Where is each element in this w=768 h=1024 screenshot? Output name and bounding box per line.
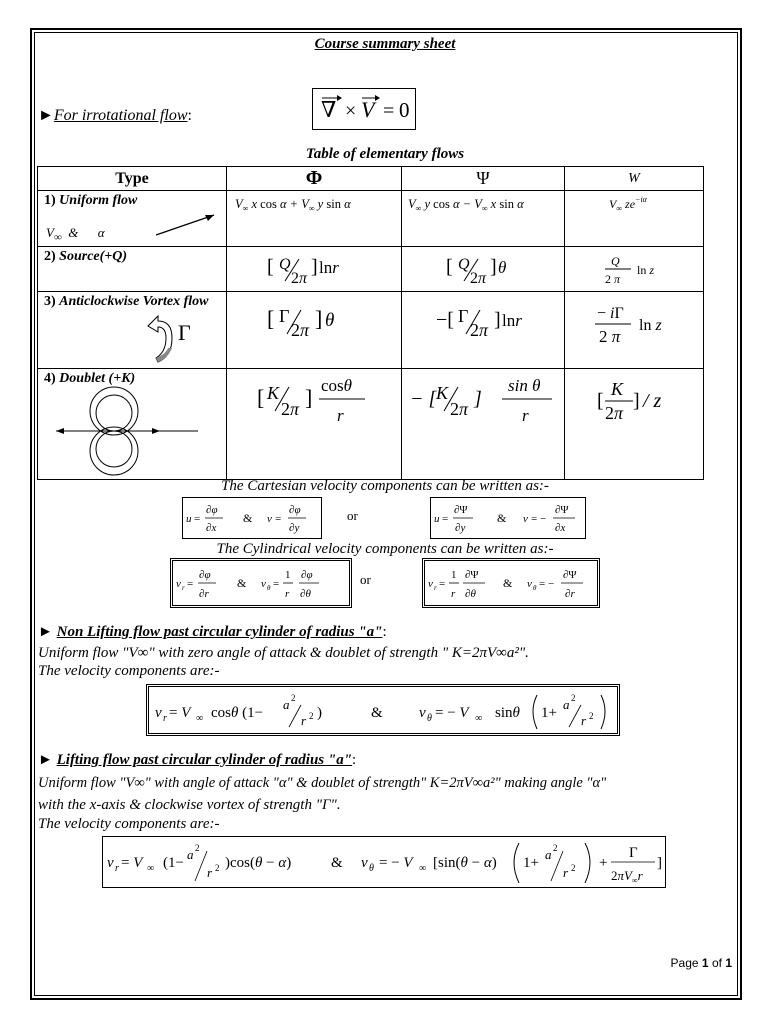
row-source-psi <box>402 247 565 292</box>
svg-text:r: r <box>115 863 119 874</box>
svg-text:)cos(θ − α): )cos(θ − α) <box>225 855 292 871</box>
svg-text:&: & <box>497 511 507 525</box>
svg-text:]: ] <box>305 385 313 410</box>
svg-text:&: & <box>331 855 343 871</box>
svg-text:/ z: / z <box>643 390 662 412</box>
nonlifting-line1: Uniform flow "V∞" with zero angle of attack & doublet of strength " K=2πV∞a²". <box>38 645 529 661</box>
svg-text:a: a <box>187 847 194 862</box>
svg-text:θ: θ <box>533 584 537 592</box>
svg-text:]: ] <box>474 388 482 410</box>
vortex-arrow-icon <box>138 312 218 368</box>
svg-text:1: 1 <box>285 569 291 581</box>
lifting-heading-line: ► Lifting flow past circular cylinder of radius "a": <box>38 752 357 768</box>
svg-text:a: a <box>563 697 570 712</box>
lifting-line3: The velocity components are:- <box>38 816 220 832</box>
svg-text:=: = <box>275 513 282 525</box>
svg-text:∂Ψ: ∂Ψ <box>454 504 468 516</box>
row-source-w <box>565 247 704 292</box>
svg-text:v: v <box>261 578 266 590</box>
svg-text:u: u <box>434 513 440 525</box>
svg-text:r: r <box>434 584 437 592</box>
svg-text:∂φ: ∂φ <box>199 569 211 581</box>
row-source-phi <box>227 247 402 292</box>
elementary-flows-table <box>37 166 704 480</box>
header-psi: Ψ <box>402 167 565 191</box>
row-doublet-type: 4) Doublet (+K) <box>38 369 227 480</box>
svg-text:cosθ: cosθ <box>321 376 353 395</box>
svg-text:+: + <box>599 855 608 871</box>
svg-text:×: × <box>345 100 357 122</box>
svg-text:= − V: = − V <box>379 855 413 871</box>
svg-text:2 π: 2 π <box>605 272 621 286</box>
svg-text:2: 2 <box>309 711 314 721</box>
table-row <box>38 292 704 369</box>
svg-text:2π: 2π <box>291 320 310 340</box>
curl-equation-box <box>312 88 416 130</box>
row-source-type: 2) Source(+Q) <box>38 247 227 292</box>
cartesian-text: The Cartesian velocity components can be written as:- <box>221 478 549 494</box>
svg-text:θ: θ <box>369 863 374 874</box>
svg-text:=: = <box>442 513 449 525</box>
svg-text:∂Ψ: ∂Ψ <box>465 569 479 581</box>
svg-text:r: r <box>163 713 167 724</box>
row-uniform-phi <box>227 191 402 247</box>
svg-text:sin θ: sin θ <box>508 376 541 395</box>
svg-text:= −: = − <box>539 578 555 590</box>
svg-text:K: K <box>436 383 449 403</box>
row-vortex-w <box>565 292 704 369</box>
svg-text:2πV∞r: $2\pi V_\infty r$ <box>611 868 643 885</box>
row-vortex-type: 3) Anticlockwise Vortex flow Γ <box>38 292 227 369</box>
irrotational-line: ►For irrotational flow: <box>38 107 192 124</box>
svg-text:r: r <box>451 588 456 600</box>
svg-text:a: a <box>283 697 290 712</box>
svg-text:v: v <box>176 578 181 590</box>
svg-text:v: v <box>361 855 368 871</box>
svg-text:∞: ∞ <box>475 713 483 724</box>
svg-text:2: 2 <box>195 843 200 853</box>
svg-text:K: K <box>267 383 280 403</box>
svg-text:a: a <box>545 847 552 862</box>
lifting-equation-box <box>102 836 666 888</box>
svg-text:]: ] <box>315 306 323 331</box>
svg-text:u: u <box>186 513 192 525</box>
svg-text:r: r <box>182 584 185 592</box>
svg-text:ln z: ln z <box>637 263 655 277</box>
uniform-note: $V_\infty$ & α <box>46 225 105 244</box>
svg-text:r: r <box>301 713 307 728</box>
row-uniform-type: 1) Uniform flow $V_\infty$ & α <box>38 191 227 247</box>
row-uniform-w <box>565 191 704 247</box>
uniform-arrow-icon <box>154 209 224 239</box>
svg-text:[sin(θ − α): [sin(θ − α) <box>433 855 497 871</box>
svg-text:r: r <box>522 406 529 425</box>
svg-text:1+: 1+ <box>541 705 557 721</box>
lifting-equation <box>103 837 665 887</box>
or-label-cartesian: or <box>347 508 358 523</box>
svg-text:∞: ∞ <box>419 863 427 874</box>
lifting-line2: with the x-axis & clockwise vortex of strength "Γ". <box>38 797 341 813</box>
svg-text:2: 2 <box>589 711 594 721</box>
svg-text:− [: − [ <box>410 388 437 410</box>
svg-text:]: ] <box>311 256 318 278</box>
svg-text:v: v <box>155 705 162 721</box>
svg-text:∂x: ∂x <box>206 522 217 534</box>
svg-text:=: = <box>194 513 201 525</box>
svg-text:2: 2 <box>571 863 576 873</box>
svg-text:[: [ <box>267 256 274 278</box>
svg-text:1+: 1+ <box>523 855 539 871</box>
svg-text:θ: θ <box>267 584 271 592</box>
svg-text:=: = <box>187 578 194 590</box>
row-uniform-psi <box>402 191 565 247</box>
lifting-line1: Uniform flow "V∞" with angle of attack "α" & doublet of strength" K=2πV∞a²" making angle "α" <box>38 775 607 791</box>
svg-text:r: r <box>285 588 290 600</box>
svg-text:∂Ψ: ∂Ψ <box>563 569 577 581</box>
svg-text:&: & <box>243 511 253 525</box>
svg-text:v: v <box>523 513 528 525</box>
cylindrical-phi-equation <box>173 561 349 605</box>
svg-text:= V: = V <box>121 855 143 871</box>
svg-text:V∞ y cos α − V∞ x sin α: $V_\infty$ y $\cos \alpha - V_\infty$ x sin α <box>408 197 524 213</box>
svg-text:cosθ (1−: cosθ (1− <box>211 705 264 721</box>
svg-text:∂Ψ: ∂Ψ <box>555 504 569 516</box>
svg-text:K: K <box>611 379 624 399</box>
or-label-cylindrical: or <box>360 572 371 587</box>
row-doublet-psi <box>402 369 565 480</box>
header-type: Type <box>38 167 227 191</box>
page-title: Course summary sheet <box>314 36 456 52</box>
bullet-arrow: ► <box>38 107 54 124</box>
svg-text:∂y: ∂y <box>455 522 466 534</box>
svg-text:∇: ∇ <box>321 97 337 122</box>
svg-text:−[: −[ <box>436 309 454 331</box>
irrotational-label: For irrotational flow <box>53 107 188 124</box>
nonlifting-equation <box>149 687 617 733</box>
svg-text:r: r <box>207 865 213 880</box>
svg-text:]: ] <box>490 256 497 278</box>
svg-text:(1−: (1− <box>163 855 184 871</box>
svg-text:=: = <box>383 100 395 122</box>
cylindrical-phi-box <box>170 558 352 608</box>
svg-text:=: = <box>439 578 446 590</box>
cartesian-phi-equation <box>183 498 321 538</box>
svg-text:∂y: ∂y <box>289 522 300 534</box>
cartesian-phi-box <box>182 497 322 539</box>
svg-text:∞: ∞ <box>147 863 155 874</box>
gamma-symbol: Γ <box>178 320 191 345</box>
page-number: Page 1 of 1 <box>670 956 732 970</box>
table-row <box>38 369 704 480</box>
svg-text:&: & <box>503 576 513 590</box>
svg-text:∂φ: ∂φ <box>289 504 301 516</box>
svg-text:r: r <box>337 406 344 425</box>
svg-text:V: V <box>361 97 375 122</box>
svg-text:∂φ: ∂φ <box>206 504 218 516</box>
svg-text:∂r: ∂r <box>199 588 209 600</box>
svg-text:∞: ∞ <box>196 713 204 724</box>
row-doublet-phi <box>227 369 402 480</box>
svg-text:0: 0 <box>399 98 410 122</box>
curl-equation <box>313 89 415 129</box>
svg-text:2 π: 2 π <box>599 327 621 346</box>
svg-text:= V: = V <box>169 705 191 721</box>
svg-text:v: v <box>428 578 433 590</box>
svg-text:2π: 2π <box>470 320 489 340</box>
svg-text:[: [ <box>446 256 453 278</box>
table-row <box>38 247 704 292</box>
svg-text:V∞ x cos α + V∞ y sin α: $V_\infty$ x $\cos \alpha + V_\infty$ y sin α <box>235 197 351 213</box>
svg-text:v: v <box>419 705 426 721</box>
row-vortex-psi <box>402 292 565 369</box>
svg-text:2: 2 <box>291 693 296 703</box>
svg-text:= −: = − <box>531 513 547 525</box>
cylindrical-psi-box <box>422 558 600 608</box>
svg-text:2π: 2π <box>291 270 308 287</box>
svg-text:∂θ: ∂θ <box>465 588 476 600</box>
svg-text:lnr: lnr <box>502 311 522 330</box>
svg-text:&: & <box>371 705 383 721</box>
svg-text:θ: θ <box>498 258 507 277</box>
svg-text:2π: 2π <box>470 270 487 287</box>
svg-text:Q: Q <box>611 254 620 268</box>
header-w: W <box>565 167 704 191</box>
nonlifting-line2: The velocity components are:- <box>38 663 220 679</box>
svg-text:V∞ ze−iα: $V_\infty$ $ze^{-i\alpha}$ <box>609 195 647 213</box>
svg-text:[: [ <box>257 385 265 410</box>
cylindrical-text: The Cylindrical velocity components can be written as:- <box>216 541 554 557</box>
svg-text:2: 2 <box>553 843 558 853</box>
svg-text:): ) <box>317 705 322 721</box>
svg-text:=: = <box>273 578 280 590</box>
svg-text:[: [ <box>267 306 275 331</box>
svg-text:]: ] <box>657 855 662 871</box>
svg-text:v: v <box>267 513 272 525</box>
svg-text:Q: Q <box>458 256 470 273</box>
svg-text:Γ: Γ <box>458 306 469 326</box>
svg-text:r: r <box>581 713 587 728</box>
svg-text:]: ] <box>633 390 640 412</box>
nonlifting-equation-box <box>146 684 620 736</box>
svg-text:]: ] <box>494 309 501 331</box>
svg-text:1: 1 <box>451 569 457 581</box>
nonlifting-heading: Non Lifting flow past circular cylinder of radius "a" <box>56 624 383 640</box>
svg-text:ln z: ln z <box>639 317 662 334</box>
table-row <box>38 191 704 247</box>
svg-text:r: r <box>563 865 569 880</box>
svg-text:∂θ: ∂θ <box>300 588 311 600</box>
nonlifting-heading-line: ► Non Lifting flow past circular cylinder of radius "a": <box>38 624 387 640</box>
row-doublet-w <box>565 369 704 480</box>
svg-text:lnr: lnr <box>319 258 339 277</box>
doublet-streamlines-icon <box>52 385 222 477</box>
svg-text:2π: 2π <box>450 399 469 419</box>
svg-text:Γ: Γ <box>279 306 290 326</box>
svg-text:Γ: Γ <box>629 845 638 861</box>
svg-text:= − V: = − V <box>435 705 469 721</box>
svg-text:&: & <box>237 576 247 590</box>
cartesian-psi-equation <box>431 498 585 538</box>
table-caption: Table of elementary flows <box>305 146 465 162</box>
cartesian-psi-box <box>430 497 586 539</box>
svg-text:2: 2 <box>215 863 220 873</box>
svg-text:v: v <box>527 578 532 590</box>
svg-text:2π: 2π <box>605 403 624 423</box>
header-phi: Φ <box>227 167 402 191</box>
svg-text:∂φ: ∂φ <box>301 569 313 581</box>
svg-text:θ: θ <box>325 310 335 331</box>
lifting-heading: Lifting flow past circular cylinder of radius "a" <box>56 752 353 768</box>
cylindrical-psi-equation <box>425 561 597 605</box>
svg-text:Q: Q <box>279 256 291 273</box>
svg-text:− iΓ: − iΓ <box>597 305 624 322</box>
svg-text:∂x: ∂x <box>555 522 566 534</box>
svg-text:θ: θ <box>427 713 432 724</box>
svg-text:sinθ: sinθ <box>495 705 520 721</box>
svg-text:[: [ <box>597 390 604 412</box>
svg-text:v: v <box>107 855 114 871</box>
svg-text:2π: 2π <box>281 399 300 419</box>
svg-text:∂r: ∂r <box>565 588 575 600</box>
row-vortex-phi <box>227 292 402 369</box>
svg-text:2: 2 <box>571 693 576 703</box>
